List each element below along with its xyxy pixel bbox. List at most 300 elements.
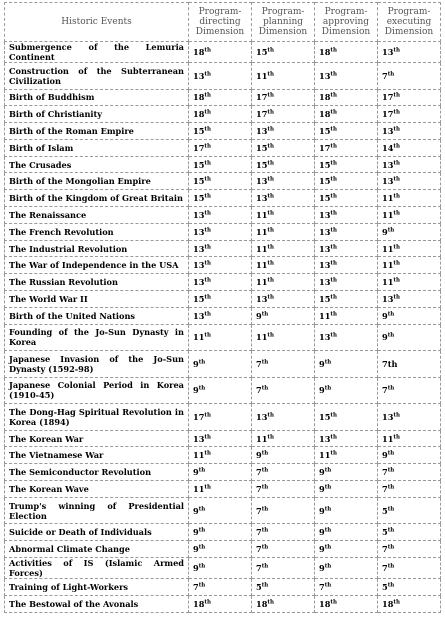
ordinal-suffix: th xyxy=(324,544,332,551)
directing-dimension-cell xyxy=(189,42,252,63)
ordinal-suffix: th xyxy=(324,484,332,491)
executing-dimension-cell xyxy=(378,557,441,578)
dimension-number: 13 xyxy=(382,293,394,304)
ordinal-suffix: th xyxy=(387,332,395,339)
dimension-number: 11 xyxy=(256,277,268,288)
dimension-number: 17 xyxy=(382,109,394,120)
ordinal-suffix: th xyxy=(387,484,395,491)
approving-dimension-cell xyxy=(315,123,378,140)
dimension-number: 9 xyxy=(193,544,199,555)
directing-dimension-cell xyxy=(189,595,252,612)
dimension-number: 13 xyxy=(256,125,268,136)
dimension-number: 15 xyxy=(193,176,205,187)
approving-dimension-cell xyxy=(315,404,378,431)
event-name-cell: Japanese Colonial Period in Korea (1910-45) xyxy=(5,377,189,404)
table-row xyxy=(5,464,441,481)
ordinal-suffix: th xyxy=(261,505,269,512)
ordinal-suffix: th xyxy=(330,109,337,116)
ordinal-suffix: th xyxy=(324,385,332,392)
ordinal-suffix: th xyxy=(267,260,274,267)
event-name-cell: The Russian Revolution xyxy=(5,274,189,291)
dimension-number: 11 xyxy=(382,433,394,444)
executing-dimension-cell xyxy=(378,430,441,447)
approving-dimension-cell xyxy=(315,156,378,173)
table-row xyxy=(5,595,441,612)
planning-dimension-cell xyxy=(252,557,315,578)
directing-dimension-cell xyxy=(189,578,252,595)
ordinal-suffix: th xyxy=(387,385,395,392)
ordinal-suffix: th xyxy=(393,126,400,133)
dimension-number: 15 xyxy=(319,193,331,204)
table-row xyxy=(5,257,441,274)
ordinal-suffix: th xyxy=(267,126,274,133)
approving-dimension-cell xyxy=(315,324,378,351)
dimension-number: 7 xyxy=(256,358,262,369)
ordinal-suffix: th xyxy=(330,143,337,150)
header-row xyxy=(5,3,441,42)
planning-dimension-cell xyxy=(252,42,315,63)
approving-dimension-cell xyxy=(315,464,378,481)
ordinal-suffix: th xyxy=(330,277,337,284)
ordinal-suffix: th xyxy=(261,484,269,491)
ordinal-suffix: th xyxy=(330,227,337,234)
dimension-number: 13 xyxy=(193,243,205,254)
ordinal-suffix: th xyxy=(204,243,211,250)
planning-dimension-cell xyxy=(252,377,315,404)
approving-dimension-cell xyxy=(315,524,378,541)
executing-dimension-cell xyxy=(378,156,441,173)
event-name-cell: Construction of the Subterranean Civilization xyxy=(5,63,189,90)
dimension-number: 9 xyxy=(382,310,388,321)
ordinal-suffix: th xyxy=(330,332,337,339)
ordinal-suffix: th xyxy=(267,143,274,150)
ordinal-suffix: th xyxy=(330,159,337,166)
dimension-number: 13 xyxy=(319,70,331,81)
directing-dimension-cell xyxy=(189,240,252,257)
ordinal-suffix: th xyxy=(330,126,337,133)
table-row xyxy=(5,139,441,156)
directing-dimension-cell xyxy=(189,123,252,140)
planning-dimension-cell xyxy=(252,63,315,90)
table-row xyxy=(5,557,441,578)
approving-dimension-cell xyxy=(315,291,378,308)
dimension-number: 13 xyxy=(193,226,205,237)
dimension-number: 18 xyxy=(319,47,331,57)
directing-dimension-cell xyxy=(189,404,252,431)
dimension-number: 7 xyxy=(256,483,262,494)
executing-dimension-cell xyxy=(378,106,441,123)
event-name-cell: The Korean Wave xyxy=(5,481,189,498)
dimension-number: 9 xyxy=(319,358,325,369)
ordinal-suffix: th xyxy=(204,47,211,54)
ordinal-suffix: th xyxy=(393,243,400,250)
planning-dimension-cell xyxy=(252,307,315,324)
dimension-number: 7 xyxy=(382,483,388,494)
dimension-number: 15 xyxy=(193,293,205,304)
ordinal-suffix: th xyxy=(393,92,400,99)
directing-dimension-cell xyxy=(189,430,252,447)
ordinal-suffix: th xyxy=(261,563,269,570)
planning-dimension-cell xyxy=(252,123,315,140)
dimension-number: 5 xyxy=(256,581,262,592)
planning-dimension-cell xyxy=(252,106,315,123)
directing-dimension-cell xyxy=(189,481,252,498)
ordinal-suffix: th xyxy=(198,385,206,392)
table-row xyxy=(5,291,441,308)
executing-dimension-cell xyxy=(378,377,441,404)
event-name-cell: The Renaissance xyxy=(5,207,189,224)
dimension-number: 9 xyxy=(382,226,388,237)
event-name-cell: Activities of IS (Islamic Armed Forces) xyxy=(5,557,189,578)
dimension-number: 15 xyxy=(319,159,331,170)
approving-dimension-cell xyxy=(315,307,378,324)
ordinal-suffix: th xyxy=(393,412,400,419)
event-name-cell: The Bestowal of the Avonals xyxy=(5,595,189,612)
planning-dimension-cell xyxy=(252,240,315,257)
ordinal-suffix: th xyxy=(267,598,274,605)
table-row xyxy=(5,524,441,541)
dimension-number: 11 xyxy=(382,260,394,271)
planning-dimension-cell xyxy=(252,207,315,224)
directing-dimension-cell xyxy=(189,257,252,274)
table-row xyxy=(5,106,441,123)
ordinal-suffix: th xyxy=(204,109,211,116)
ordinal-suffix: th xyxy=(393,260,400,267)
table-row xyxy=(5,123,441,140)
ordinal-suffix: th xyxy=(267,109,274,116)
directing-dimension-cell xyxy=(189,89,252,106)
approving-dimension-cell xyxy=(315,481,378,498)
dimension-number: 7 xyxy=(256,385,262,396)
dimension-number: 9 xyxy=(193,527,199,538)
event-name-cell: Birth of the Roman Empire xyxy=(5,123,189,140)
table-row xyxy=(5,190,441,207)
planning-dimension-cell xyxy=(252,89,315,106)
event-name-cell: The French Revolution xyxy=(5,223,189,240)
planning-dimension-cell xyxy=(252,351,315,378)
dimension-number: 11 xyxy=(319,310,331,321)
ordinal-suffix: th xyxy=(324,467,332,474)
dimension-number: 7 xyxy=(319,581,325,592)
dimension-number: 11 xyxy=(256,70,268,81)
dimension-number: 5 xyxy=(382,581,388,592)
ordinal-suffix: th xyxy=(330,47,337,54)
dimension-number: 9 xyxy=(319,467,325,478)
event-name-cell: Submergence of the Lemuria Continent xyxy=(5,42,189,63)
dimension-number: 15 xyxy=(193,159,205,170)
ordinal-suffix: th xyxy=(267,243,274,250)
executing-dimension-cell xyxy=(378,324,441,351)
dimension-number: 5 xyxy=(382,527,388,538)
executing-dimension-cell xyxy=(378,123,441,140)
dimension-number: 9 xyxy=(193,358,199,369)
table-row xyxy=(5,497,441,524)
event-name-cell: Founding of the Jo-Sun Dynasty in Korea xyxy=(5,324,189,351)
approving-dimension-cell xyxy=(315,139,378,156)
event-name-cell: The World War II xyxy=(5,291,189,308)
dimension-number: 13 xyxy=(193,310,205,321)
planning-dimension-cell xyxy=(252,404,315,431)
executing-dimension-cell xyxy=(378,257,441,274)
ordinal-suffix: th xyxy=(204,210,211,217)
planning-dimension-cell xyxy=(252,139,315,156)
dimension-number: 7th xyxy=(382,358,398,369)
ordinal-suffix: th xyxy=(330,294,337,301)
executing-dimension-cell xyxy=(378,223,441,240)
dimension-number: 18 xyxy=(193,92,205,103)
table-row xyxy=(5,578,441,595)
dimension-number: 13 xyxy=(256,176,268,187)
dimension-number: 7 xyxy=(382,70,388,81)
dimension-number: 7 xyxy=(256,505,262,516)
dimension-number: 7 xyxy=(193,581,199,592)
executing-dimension-cell xyxy=(378,89,441,106)
dimension-number: 13 xyxy=(193,70,205,81)
ordinal-suffix: th xyxy=(204,294,211,301)
approving-dimension-cell xyxy=(315,257,378,274)
dimension-number: 14 xyxy=(382,142,394,153)
executing-dimension-cell xyxy=(378,173,441,190)
ordinal-suffix: th xyxy=(393,176,400,183)
dimension-number: 13 xyxy=(193,433,205,444)
approving-dimension-cell xyxy=(315,223,378,240)
dimension-number: 13 xyxy=(319,433,331,444)
ordinal-suffix: th xyxy=(267,193,274,200)
dimension-number: 13 xyxy=(382,47,394,57)
ordinal-suffix: th xyxy=(330,176,337,183)
ordinal-suffix: th xyxy=(204,260,211,267)
directing-dimension-cell xyxy=(189,173,252,190)
table-row xyxy=(5,207,441,224)
directing-dimension-cell xyxy=(189,464,252,481)
event-name-cell: The War of Independence in the USA xyxy=(5,257,189,274)
approving-dimension-cell xyxy=(315,447,378,464)
dimension-number: 11 xyxy=(256,260,268,271)
dimension-number: 13 xyxy=(193,260,205,271)
directing-dimension-cell xyxy=(189,351,252,378)
ordinal-suffix: th xyxy=(204,484,211,491)
ordinal-suffix: th xyxy=(330,412,337,419)
dimension-number: 5 xyxy=(382,505,388,516)
ordinal-suffix: th xyxy=(330,433,337,440)
dimension-number: 9 xyxy=(319,544,325,555)
event-name-cell: Birth of Buddhism xyxy=(5,89,189,106)
dimension-number: 9 xyxy=(193,385,199,396)
dimension-number: 9 xyxy=(256,310,262,321)
dimension-number: 17 xyxy=(382,92,394,103)
ordinal-suffix: th xyxy=(204,450,211,457)
executing-dimension-cell xyxy=(378,481,441,498)
approving-dimension-cell xyxy=(315,207,378,224)
ordinal-suffix: th xyxy=(204,332,211,339)
dimension-number: 11 xyxy=(193,332,205,343)
ordinal-suffix: th xyxy=(204,126,211,133)
ordinal-suffix: th xyxy=(204,71,211,78)
dimension-number: 18 xyxy=(319,92,331,103)
planning-dimension-cell xyxy=(252,497,315,524)
ordinal-suffix: th xyxy=(261,582,269,589)
dimension-number: 7 xyxy=(382,467,388,478)
dimension-number: 7 xyxy=(382,385,388,396)
ordinal-suffix: th xyxy=(330,260,337,267)
ordinal-suffix: th xyxy=(204,311,211,318)
table-row xyxy=(5,89,441,106)
dimension-number: 18 xyxy=(319,109,331,120)
ordinal-suffix: th xyxy=(204,277,211,284)
table-row xyxy=(5,447,441,464)
dimension-number: 11 xyxy=(256,243,268,254)
ordinal-suffix: th xyxy=(204,433,211,440)
executing-dimension-cell xyxy=(378,190,441,207)
dimension-number: 7 xyxy=(382,544,388,555)
directing-dimension-cell xyxy=(189,223,252,240)
dimension-number: 15 xyxy=(319,411,331,422)
ordinal-suffix: th xyxy=(330,311,337,318)
executing-dimension-cell xyxy=(378,497,441,524)
directing-dimension-cell xyxy=(189,324,252,351)
event-name-cell: The Semiconductor Revolution xyxy=(5,464,189,481)
ordinal-suffix: th xyxy=(204,92,211,99)
executing-dimension-cell xyxy=(378,307,441,324)
directing-dimension-cell xyxy=(189,63,252,90)
dimension-number: 11 xyxy=(382,209,394,220)
event-name-cell: Birth of the Mongolian Empire xyxy=(5,173,189,190)
ordinal-suffix: th xyxy=(204,159,211,166)
table-row xyxy=(5,404,441,431)
ordinal-suffix: th xyxy=(267,176,274,183)
ordinal-suffix: th xyxy=(393,47,400,54)
ordinal-suffix: th xyxy=(393,193,400,200)
ordinal-suffix: th xyxy=(267,47,274,54)
approving-dimension-cell xyxy=(315,106,378,123)
directing-dimension-cell xyxy=(189,207,252,224)
approving-dimension-cell xyxy=(315,541,378,558)
executing-dimension-cell xyxy=(378,63,441,90)
event-name-cell: The Korean War xyxy=(5,430,189,447)
ordinal-suffix: th xyxy=(393,159,400,166)
event-name-cell: Japanese Invasion of the Jo-Sun Dynasty (1592-98) xyxy=(5,351,189,378)
ordinal-suffix: th xyxy=(387,227,395,234)
table-row xyxy=(5,307,441,324)
ordinal-suffix: th xyxy=(198,505,206,512)
approving-dimension-cell xyxy=(315,557,378,578)
dimension-number: 17 xyxy=(193,411,205,422)
ordinal-suffix: th xyxy=(324,359,332,366)
directing-dimension-cell xyxy=(189,190,252,207)
event-name-cell: Birth of Christianity xyxy=(5,106,189,123)
event-name-cell: Birth of the United Nations xyxy=(5,307,189,324)
planning-dimension-cell xyxy=(252,481,315,498)
dimension-number: 15 xyxy=(256,142,268,153)
dimension-number: 13 xyxy=(319,332,331,343)
event-name-cell: Abnormal Climate Change xyxy=(5,541,189,558)
executing-dimension-cell xyxy=(378,578,441,595)
dimension-number: 13 xyxy=(193,277,205,288)
dimension-number: 18 xyxy=(319,598,331,609)
dimension-number: 9 xyxy=(319,562,325,573)
dimension-number: 9 xyxy=(319,505,325,516)
event-name-cell: The Crusades xyxy=(5,156,189,173)
ordinal-suffix: th xyxy=(387,582,395,589)
ordinal-suffix: th xyxy=(330,598,337,605)
dimension-number: 13 xyxy=(382,411,394,422)
table-row xyxy=(5,173,441,190)
table-header xyxy=(5,3,441,42)
directing-dimension-cell xyxy=(189,447,252,464)
planning-dimension-cell xyxy=(252,223,315,240)
dimension-number: 13 xyxy=(382,159,394,170)
ordinal-suffix: th xyxy=(204,227,211,234)
executing-dimension-cell xyxy=(378,291,441,308)
ordinal-suffix: th xyxy=(261,450,269,457)
ordinal-suffix: th xyxy=(393,598,400,605)
ordinal-suffix: th xyxy=(387,563,395,570)
approving-dimension-cell xyxy=(315,430,378,447)
directing-dimension-cell xyxy=(189,497,252,524)
table-row xyxy=(5,223,441,240)
ordinal-suffix: th xyxy=(324,563,332,570)
ordinal-suffix: th xyxy=(198,467,206,474)
dimension-number: 9 xyxy=(193,505,199,516)
ordinal-suffix: th xyxy=(324,582,332,589)
dimension-number: 18 xyxy=(193,47,205,57)
event-name-cell: Training of Light-Workers xyxy=(5,578,189,595)
header-program-planning-dimension: Program-planning Dimension xyxy=(252,3,315,42)
table-row xyxy=(5,430,441,447)
dimension-number: 11 xyxy=(193,483,205,494)
historic-events-table xyxy=(4,2,441,613)
header-program-directing-dimension: Program-directing Dimension xyxy=(189,3,252,42)
table-row xyxy=(5,541,441,558)
dimension-number: 17 xyxy=(256,109,268,120)
executing-dimension-cell xyxy=(378,447,441,464)
ordinal-suffix: th xyxy=(267,159,274,166)
ordinal-suffix: th xyxy=(198,544,206,551)
ordinal-suffix: th xyxy=(330,450,337,457)
dimension-number: 11 xyxy=(382,243,394,254)
executing-dimension-cell xyxy=(378,274,441,291)
ordinal-suffix: th xyxy=(261,385,269,392)
executing-dimension-cell xyxy=(378,240,441,257)
executing-dimension-cell xyxy=(378,139,441,156)
planning-dimension-cell xyxy=(252,324,315,351)
executing-dimension-cell xyxy=(378,524,441,541)
table-row xyxy=(5,274,441,291)
dimension-number: 9 xyxy=(256,450,262,461)
planning-dimension-cell xyxy=(252,190,315,207)
planning-dimension-cell xyxy=(252,447,315,464)
dimension-number: 18 xyxy=(382,598,394,609)
ordinal-suffix: th xyxy=(387,311,395,318)
event-name-cell: Trump's winning of Presidential Election xyxy=(5,497,189,524)
dimension-number: 11 xyxy=(256,226,268,237)
dimension-number: 11 xyxy=(256,332,268,343)
approving-dimension-cell xyxy=(315,351,378,378)
dimension-number: 11 xyxy=(193,450,205,461)
planning-dimension-cell xyxy=(252,156,315,173)
planning-dimension-cell xyxy=(252,578,315,595)
ordinal-suffix: th xyxy=(330,210,337,217)
ordinal-suffix: th xyxy=(387,505,395,512)
dimension-number: 18 xyxy=(256,598,268,609)
dimension-number: 11 xyxy=(319,450,331,461)
approving-dimension-cell xyxy=(315,42,378,63)
ordinal-suffix: th xyxy=(261,359,269,366)
dimension-number: 13 xyxy=(319,243,331,254)
planning-dimension-cell xyxy=(252,595,315,612)
executing-dimension-cell xyxy=(378,595,441,612)
dimension-number: 13 xyxy=(319,260,331,271)
